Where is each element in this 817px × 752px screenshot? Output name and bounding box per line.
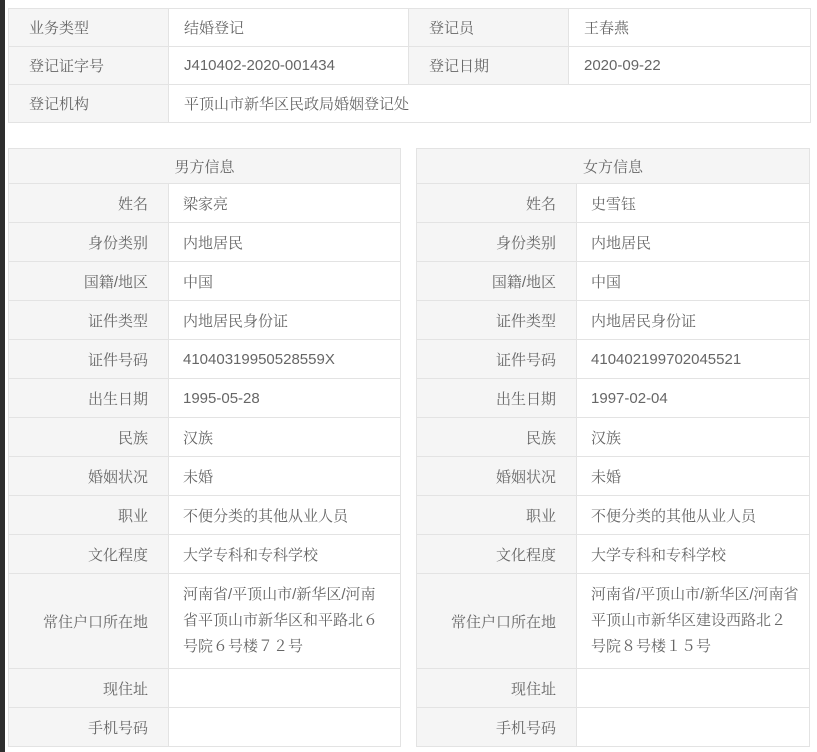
field-label-birth-date: 出生日期: [9, 379, 169, 418]
field-value-ethnicity: 汉族: [169, 418, 401, 457]
field-value-education: 大学专科和专科学校: [169, 535, 401, 574]
field-label-registered-address: 常住户口所在地: [9, 574, 169, 669]
table-row: [9, 457, 401, 496]
field-value-current-address: [169, 669, 401, 708]
field-label-registered-address: 常住户口所在地: [417, 574, 577, 669]
field-value-current-address: [577, 669, 810, 708]
field-label-nationality: 国籍/地区: [9, 262, 169, 301]
field-value-birth-date: 1995-05-28: [169, 379, 401, 418]
field-label-agency: 登记机构: [9, 85, 169, 123]
field-value-id-type: 内地居民身份证: [169, 301, 401, 340]
person-tables: [8, 148, 811, 747]
table-row: [417, 496, 810, 535]
table-row: [9, 85, 811, 123]
table-row: [417, 149, 810, 184]
table-row: [9, 301, 401, 340]
field-value-id-number: 41040319950528559X: [169, 340, 401, 379]
field-value-nationality: 中国: [577, 262, 810, 301]
field-value-mobile: [577, 708, 810, 747]
field-label-reg-date: 登记日期: [409, 47, 569, 85]
field-label-cert-number: 登记证字号: [9, 47, 169, 85]
field-value-nationality: 中国: [169, 262, 401, 301]
field-label-id-type: 证件类型: [417, 301, 577, 340]
section-title-female: 女方信息: [417, 149, 810, 184]
field-label-mobile: 手机号码: [9, 708, 169, 747]
male-info-table: [8, 148, 401, 747]
field-value-reg-date: 2020-09-22: [569, 47, 811, 85]
field-value-id-type: 内地居民身份证: [577, 301, 810, 340]
field-label-occupation: 职业: [417, 496, 577, 535]
field-label-birth-date: 出生日期: [417, 379, 577, 418]
field-value-cert-number: J410402-2020-001434: [169, 47, 409, 85]
field-value-mobile: [169, 708, 401, 747]
field-value-registered-address: 河南省/平顶山市/新华区/河南省平顶山市新华区建设西路北２号院８号楼１５号: [577, 574, 810, 669]
field-label-name: 姓名: [417, 184, 577, 223]
field-label-current-address: 现住址: [417, 669, 577, 708]
field-label-name: 姓名: [9, 184, 169, 223]
field-label-id-number: 证件号码: [417, 340, 577, 379]
field-value-name: 梁家亮: [169, 184, 401, 223]
table-row: [417, 574, 810, 669]
field-label-current-address: 现住址: [9, 669, 169, 708]
field-label-marital-status: 婚姻状况: [417, 457, 577, 496]
field-value-education: 大学专科和专科学校: [577, 535, 810, 574]
table-row: [417, 379, 810, 418]
table-row: [417, 669, 810, 708]
field-value-registrar: 王春燕: [569, 9, 811, 47]
table-row: [417, 535, 810, 574]
section-title-male: 男方信息: [9, 149, 401, 184]
table-row: [9, 262, 401, 301]
field-value-identity-type: 内地居民: [577, 223, 810, 262]
field-value-identity-type: 内地居民: [169, 223, 401, 262]
field-label-registrar: 登记员: [409, 9, 569, 47]
field-label-marital-status: 婚姻状况: [9, 457, 169, 496]
field-value-occupation: 不便分类的其他从业人员: [169, 496, 401, 535]
field-value-business-type: 结婚登记: [169, 9, 409, 47]
female-info-table: [416, 148, 810, 747]
table-row: [9, 708, 401, 747]
field-label-id-number: 证件号码: [9, 340, 169, 379]
table-row: [9, 379, 401, 418]
field-value-marital-status: 未婚: [169, 457, 401, 496]
table-row: [9, 9, 811, 47]
table-row: [9, 535, 401, 574]
field-label-education: 文化程度: [9, 535, 169, 574]
field-value-birth-date: 1997-02-04: [577, 379, 810, 418]
table-row: [9, 223, 401, 262]
field-value-name: 史雪钰: [577, 184, 810, 223]
field-value-occupation: 不便分类的其他从业人员: [577, 496, 810, 535]
window-left-edge: [0, 0, 5, 752]
table-row: [417, 457, 810, 496]
field-label-ethnicity: 民族: [9, 418, 169, 457]
field-value-id-number: 410402199702045521: [577, 340, 810, 379]
table-row: [417, 301, 810, 340]
table-row: [9, 669, 401, 708]
table-row: [9, 418, 401, 457]
field-value-registered-address: 河南省/平顶山市/新华区/河南省平顶山市新华区和平路北６号院６号楼７２号: [169, 574, 401, 669]
field-label-id-type: 证件类型: [9, 301, 169, 340]
record-view: [8, 8, 811, 747]
registration-summary-table: [8, 8, 811, 123]
table-row: [417, 340, 810, 379]
field-label-business-type: 业务类型: [9, 9, 169, 47]
field-label-identity-type: 身份类别: [417, 223, 577, 262]
field-value-marital-status: 未婚: [577, 457, 810, 496]
table-row: [9, 149, 401, 184]
table-row: [417, 262, 810, 301]
table-row: [9, 340, 401, 379]
field-label-occupation: 职业: [9, 496, 169, 535]
field-value-ethnicity: 汉族: [577, 418, 810, 457]
field-label-education: 文化程度: [417, 535, 577, 574]
field-label-ethnicity: 民族: [417, 418, 577, 457]
field-label-nationality: 国籍/地区: [417, 262, 577, 301]
table-row: [417, 418, 810, 457]
table-row: [9, 184, 401, 223]
field-label-mobile: 手机号码: [417, 708, 577, 747]
table-row: [417, 223, 810, 262]
table-row: [9, 47, 811, 85]
table-row: [9, 574, 401, 669]
table-row: [417, 184, 810, 223]
table-row: [9, 496, 401, 535]
table-row: [417, 708, 810, 747]
field-label-identity-type: 身份类别: [9, 223, 169, 262]
field-value-agency: 平顶山市新华区民政局婚姻登记处: [169, 85, 811, 123]
